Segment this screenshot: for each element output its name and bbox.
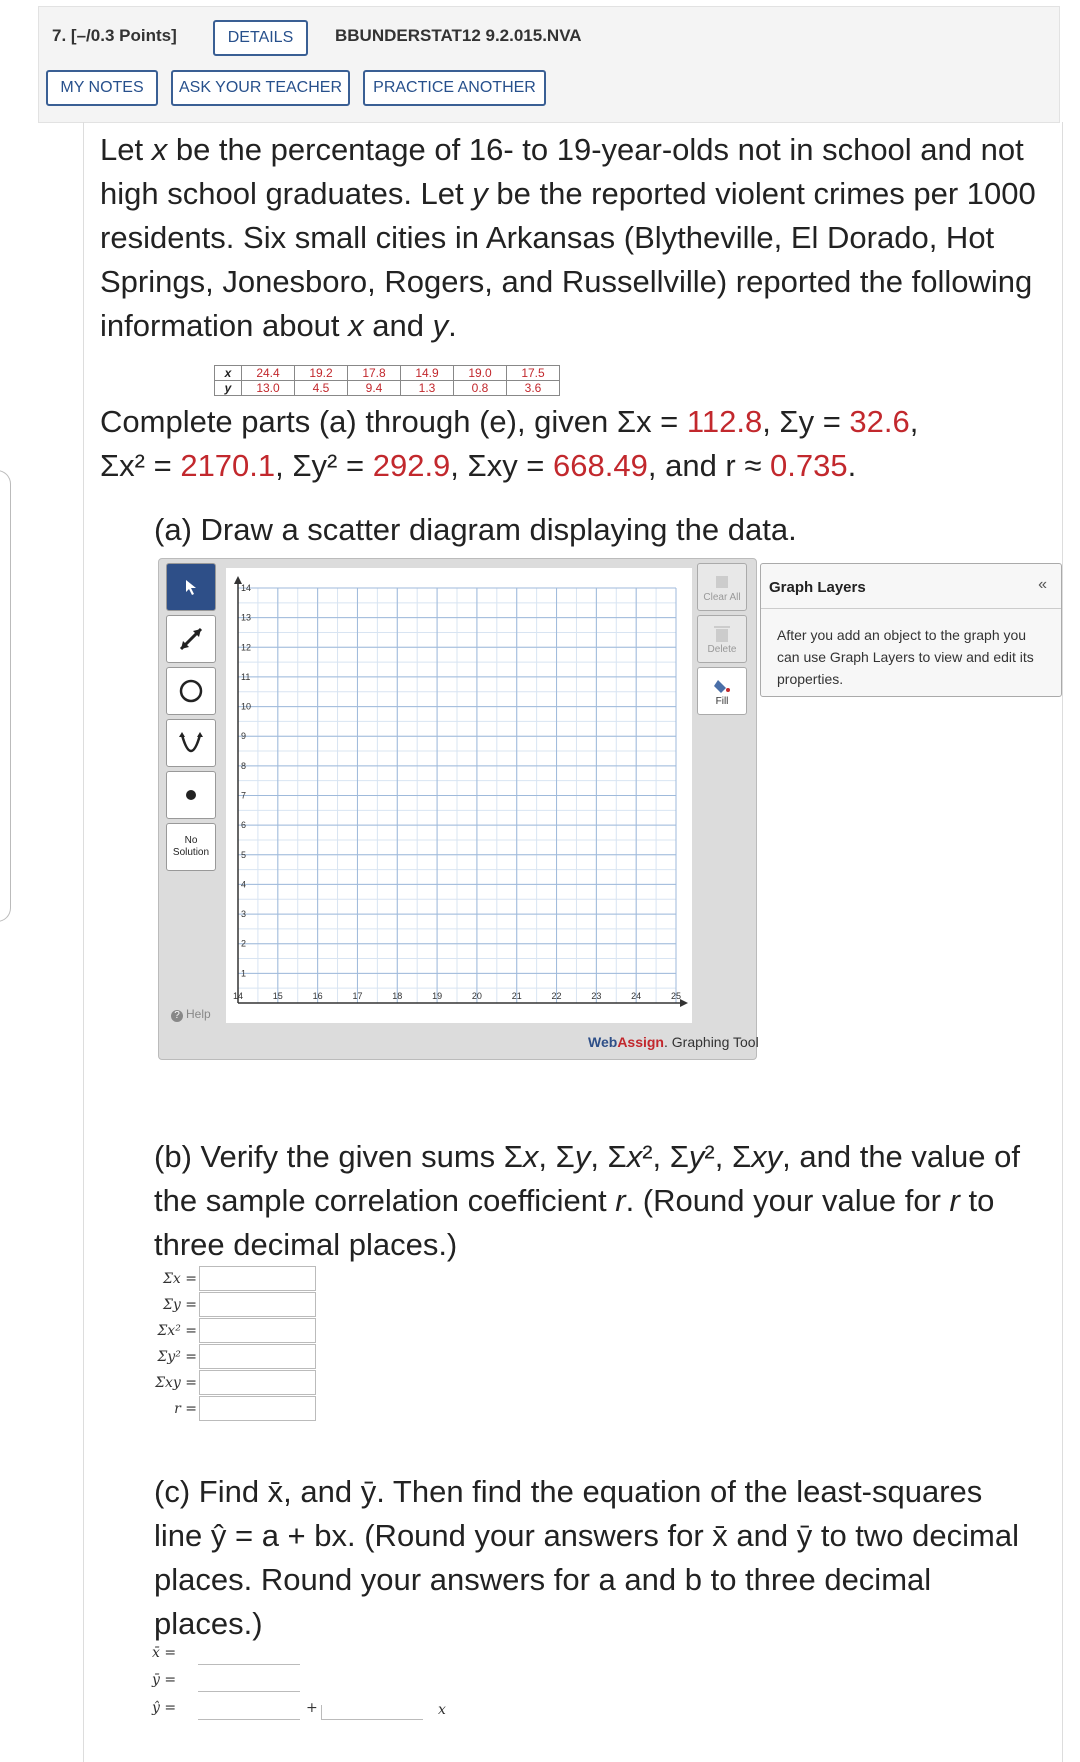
- r-label: r =: [174, 1401, 197, 1417]
- practice-another-button[interactable]: PRACTICE ANOTHER: [363, 70, 546, 106]
- my-notes-button[interactable]: MY NOTES: [46, 70, 158, 106]
- sum-xy-label: Σxy =: [155, 1375, 197, 1391]
- fill-icon: [712, 676, 732, 696]
- point-tool-icon: [181, 785, 201, 805]
- problem-intro: Let x be the percentage of 16- to 19-year-olds not in school and not high school graduates. Let y be the reported violent crimes per 1000 residents. Six small cities in Arkansas (Blytheville, El Dorado, Hot Springs, Jonesboro, Rogers, and Russellville) reported the following information about x and y.: [100, 132, 1036, 343]
- y-value: 9.4: [348, 381, 401, 396]
- plus-sign: +: [306, 1700, 318, 1716]
- delete-button[interactable]: [697, 615, 747, 663]
- graph-layers-text: After you add an object to the graph you can use Graph Layers to view and edit its properties.: [777, 627, 1034, 687]
- no-solution-button[interactable]: [166, 823, 216, 871]
- y-value: 13.0: [242, 381, 295, 396]
- fill-label: Fill: [715, 695, 729, 707]
- sum-x2-label: Σx² =: [157, 1323, 197, 1339]
- side-drawer-edge[interactable]: [0, 470, 11, 922]
- graph-layers-panel: [760, 563, 1062, 697]
- trash-icon: [713, 624, 731, 644]
- x-tick-label: 17: [352, 991, 363, 1001]
- circle-tool-button[interactable]: [166, 667, 216, 715]
- x-tick-label: 22: [551, 991, 562, 1001]
- circle-tool-icon: [176, 676, 206, 706]
- x-tick-label: 15: [272, 991, 283, 1001]
- delete-label: Delete: [707, 643, 737, 655]
- sum-xy-input[interactable]: [199, 1370, 316, 1395]
- ask-your-teacher-button[interactable]: ASK YOUR TEACHER: [171, 70, 350, 106]
- x-value: 19.0: [454, 366, 507, 381]
- y-tick-label: 10: [241, 701, 252, 712]
- pointer-icon: [181, 577, 201, 597]
- x-tick-label: 25: [670, 991, 682, 1001]
- x-value: 17.8: [348, 366, 401, 381]
- problem-code: BBUNDERSTAT12 9.2.015.NVA: [335, 26, 582, 45]
- y-tick-label: 6: [241, 820, 247, 831]
- x-tick-label: 20: [471, 991, 482, 1001]
- slope-input[interactable]: [321, 1719, 423, 1720]
- y-tick-label: 3: [241, 909, 247, 920]
- y-tick-label: 1: [241, 968, 247, 979]
- sum-x-input[interactable]: [199, 1266, 316, 1291]
- x-value: 24.4: [242, 366, 295, 381]
- y-tick-label: 13: [241, 612, 252, 623]
- x-tick-label: 14: [232, 991, 244, 1001]
- collapse-icon[interactable]: «: [1038, 576, 1047, 593]
- y-tick-label: 9: [241, 731, 247, 742]
- line-tool-button[interactable]: [166, 615, 216, 663]
- x-row: [215, 366, 560, 381]
- sum-x-label: Σx =: [163, 1271, 197, 1287]
- y-value: 1.3: [401, 381, 454, 396]
- pointer-tool-button[interactable]: [166, 563, 216, 611]
- graph-grid[interactable]: [226, 568, 692, 1023]
- layers-divider: [761, 608, 1061, 609]
- data-table: [214, 365, 560, 396]
- x-bar-input[interactable]: [198, 1664, 300, 1665]
- part-b-prompt: (b) Verify the given sums Σx, Σy, Σx², Σy², Σxy, and the value of the sample correlation coefficient r. (Round your value for r to three decimal places.): [154, 1139, 1020, 1262]
- clear-all-button[interactable]: [697, 563, 747, 611]
- clear-icon: [712, 572, 732, 592]
- parabola-tool-icon: [175, 727, 207, 759]
- content-right-border: [1062, 122, 1063, 1762]
- line-tool-icon: [173, 621, 209, 657]
- x-bar-label: x̄ =: [152, 1645, 177, 1661]
- sum-y-input[interactable]: [199, 1292, 316, 1317]
- y-row-label: y: [215, 381, 242, 396]
- help-link[interactable]: ? Help: [171, 1007, 211, 1022]
- x-tick-label: 18: [392, 991, 403, 1001]
- webassign-brand: WebAssign. Graphing Tool: [588, 1034, 759, 1050]
- x-tick-label: 23: [591, 991, 602, 1001]
- x-tick-label: 16: [312, 991, 323, 1001]
- x-tick-label: 24: [631, 991, 642, 1001]
- content-left-border: [83, 122, 84, 1762]
- y-tick-label: 2: [241, 938, 247, 949]
- y-value: 3.6: [507, 381, 560, 396]
- y-tick-label: 12: [241, 642, 252, 653]
- x-value: 14.9: [401, 366, 454, 381]
- x-value: 17.5: [507, 366, 560, 381]
- y-hat-label: ŷ =: [152, 1700, 177, 1716]
- details-button[interactable]: DETAILS: [213, 20, 308, 56]
- help-icon: ?: [171, 1010, 183, 1022]
- sum-y2-input[interactable]: [199, 1344, 316, 1369]
- x-tick-label: 21: [511, 991, 522, 1001]
- y-tick-label: 11: [241, 671, 251, 682]
- y-tick-label: 7: [241, 790, 247, 801]
- r-input[interactable]: [199, 1396, 316, 1421]
- parabola-tool-button[interactable]: [166, 719, 216, 767]
- y-value: 4.5: [295, 381, 348, 396]
- question-number: 7. [–/0.3 Points]: [52, 26, 177, 45]
- y-bar-input[interactable]: [198, 1691, 300, 1692]
- intercept-input[interactable]: [198, 1719, 300, 1720]
- x-value: 19.2: [295, 366, 348, 381]
- part-a-prompt: (a) Draw a scatter diagram displaying the data.: [154, 512, 797, 547]
- y-tick-label: 8: [241, 760, 247, 771]
- y-tick-label: 4: [241, 879, 247, 890]
- no-solution-label: No Solution: [172, 835, 210, 858]
- y-tick-label: 14: [241, 583, 252, 593]
- x-tick-label: 19: [432, 991, 443, 1001]
- y-bar-label: ȳ =: [152, 1672, 177, 1688]
- y-tick-label: 5: [241, 849, 247, 860]
- fill-button[interactable]: [697, 667, 747, 715]
- y-row: [215, 381, 560, 396]
- given-sums: Complete parts (a) through (e), given Σx = 112.8, Σy = 32.6, Σx² = 2170.1, Σy² = 292.9, Σxy = 668.49, and r ≈ 0.735.: [100, 404, 919, 483]
- sum-y-label: Σy =: [163, 1297, 197, 1313]
- clear-all-label: Clear All: [703, 591, 741, 603]
- slope-input-edge: [321, 1705, 322, 1719]
- x-suffix: x: [438, 1702, 446, 1718]
- point-tool-button[interactable]: [166, 771, 216, 819]
- graph-layers-title: Graph Layers: [769, 579, 866, 596]
- sum-x2-input[interactable]: [199, 1318, 316, 1343]
- part-c-prompt: (c) Find x̄, and ȳ. Then find the equation of the least-squares line ŷ = a + bx. (Round your answers for x̄ and ȳ to two decimal places. Round your answers for a and b to three decimal places.): [154, 1474, 1019, 1641]
- sum-y2-label: Σy² =: [157, 1349, 197, 1365]
- x-row-label: x: [215, 366, 242, 381]
- y-value: 0.8: [454, 381, 507, 396]
